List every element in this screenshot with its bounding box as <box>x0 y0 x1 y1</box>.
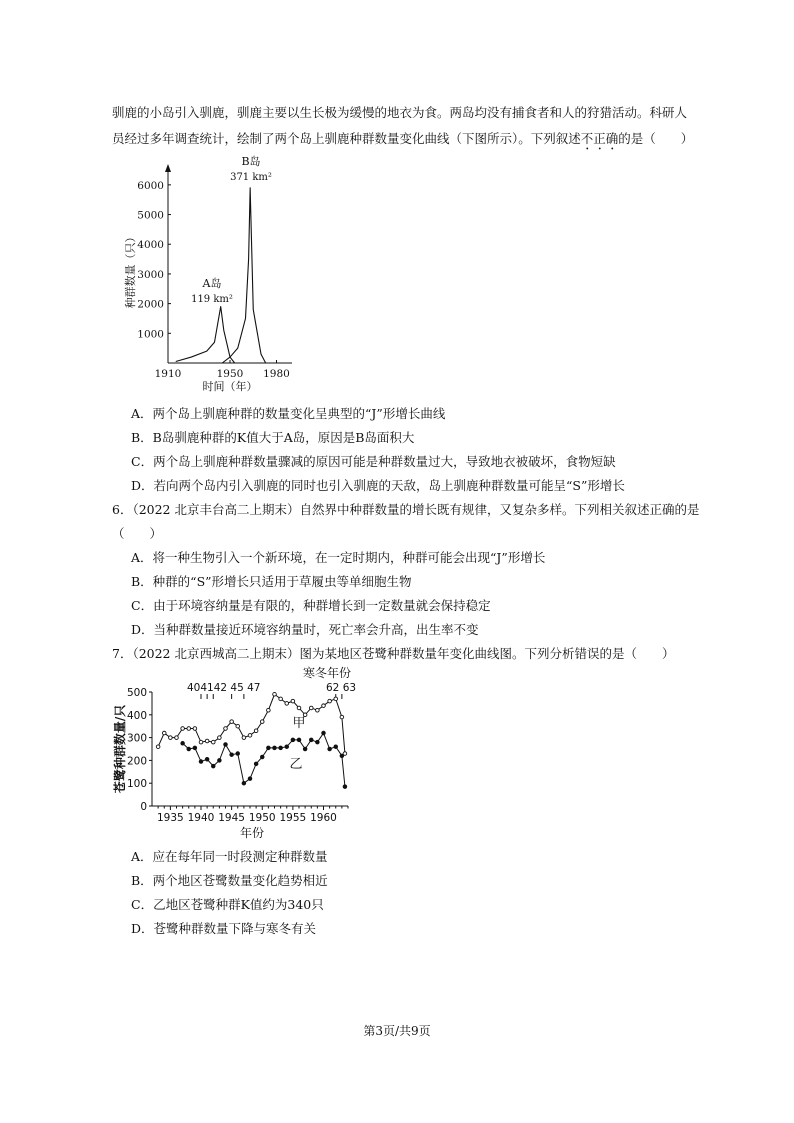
q6-option-a: A．将一种生物引入一个新环境，在一定时期内，种群可能会出现“J”形增长 <box>131 550 546 565</box>
intro-line-1: 驯鹿的小岛引入驯鹿，驯鹿主要以生长极为缓慢的地衣为食。两岛均没有捕食者和人的狩猎活动。科研人 <box>112 105 688 120</box>
chart2-series-a-point <box>205 739 209 743</box>
chart2-series-b-point <box>248 777 252 781</box>
chart2-series-b-point <box>224 743 228 747</box>
chart1-label-b-name: B岛 <box>241 155 261 168</box>
chart2-series-a-point <box>273 692 277 696</box>
chart1-y-axis-label: 种群数量（只） <box>124 231 137 309</box>
intro-line-2-b: 的是（ ） <box>618 131 694 146</box>
chart1-series-b-line <box>222 188 265 363</box>
chart2-x-tick-label: 1960 <box>310 812 337 824</box>
chart2-series-b-point <box>267 746 271 750</box>
intro-line-2-a: 员经过多年调查统计，绘制了两个岛上驯鹿种群数量变化曲线（下图所示）。下列叙述 <box>112 131 581 146</box>
q5-option-d: D．若向两个岛内引入驯鹿的同时也引入驯鹿的天敌，岛上驯鹿种群数量可能呈“S”形增长 <box>131 478 625 493</box>
chart2-series-a-point <box>279 697 283 701</box>
chart1-label-a-area: 119 km² <box>191 294 233 305</box>
chart2-y-tick-label: 400 <box>126 709 147 722</box>
q6-option-d: D．当种群数量接近环境容纳量时，死亡率会升高，出生率不变 <box>131 622 479 637</box>
chart2-series-b-point <box>322 731 326 735</box>
chart1-series-a-line <box>176 307 235 363</box>
chart1-x-tick-label: 1980 <box>263 368 290 380</box>
chart1-y-tick-label: 4000 <box>137 239 164 252</box>
chart1-x-tick-label: 1910 <box>154 368 182 380</box>
chart2-series-b-point <box>236 752 240 756</box>
chart1-y-tick-label: 5000 <box>137 209 164 222</box>
chart2-series-b-point <box>285 745 289 749</box>
chart2-series-a-point <box>230 720 234 724</box>
chart1-label-a-name: A岛 <box>202 277 222 290</box>
chart2-x-tick-label: 1950 <box>248 812 276 824</box>
chart2-cold-years-left: 404142 45 47 <box>187 682 261 694</box>
q5-option-a: A．两个岛上驯鹿种群的数量变化呈典型的“J”形增长曲线 <box>131 406 446 421</box>
heron-population-chart <box>112 664 362 844</box>
chart2-series-b-point <box>279 746 283 750</box>
chart2-x-tick-label: 1940 <box>187 812 215 824</box>
q5-option-b: B．B岛驯鹿种群的K值大于A岛，原因是B岛面积大 <box>131 430 415 445</box>
chart2-y-axis-label: 苍鹭种群数量/只 <box>113 704 127 794</box>
chart2-series-b-point <box>291 738 295 742</box>
chart2-series-a-point <box>254 729 258 733</box>
q7-option-d: D．苍鹭种群数量下降与寒冬有关 <box>131 921 317 936</box>
chart2-series-a-point <box>218 736 222 740</box>
chart2-series-a-point <box>169 736 173 740</box>
chart2-series-a-point <box>175 736 179 740</box>
chart2-series-b-point <box>343 785 347 789</box>
chart2-series-a-point <box>340 715 344 719</box>
chart2-series-a-point <box>162 731 166 735</box>
chart2-series-b-point <box>273 746 277 750</box>
chart1-x-tick-label: 1950 <box>216 368 244 380</box>
chart2-series-b-point <box>205 757 209 761</box>
chart2-series-a-point <box>242 736 246 740</box>
chart2-series-b-point <box>181 742 185 746</box>
q7-option-b: B．两个地区苍鹭数量变化趋势相近 <box>131 873 328 888</box>
q6-option-b: B．种群的“S”形增长只适用于草履虫等单细胞生物 <box>131 574 412 589</box>
chart2-series-b-point <box>334 745 338 749</box>
chart2-series-a-point <box>285 702 289 706</box>
chart2-series-a-point <box>236 724 240 728</box>
chart2-series-a-point <box>309 706 313 710</box>
chart1-x-axis-label: 时间（年） <box>202 380 258 393</box>
chart2-series-a-point <box>193 727 197 731</box>
intro-emphasis: 不正确 <box>580 131 619 146</box>
chart2-series-b-point <box>328 747 332 751</box>
chart2-series-a-point <box>224 727 228 731</box>
chart1-y-tick-label: 2000 <box>137 298 164 311</box>
page-footer: 第3页/共9页 <box>363 1024 431 1038</box>
q5-option-c: C．两个岛上驯鹿种群数量骤减的原因可能是种群数量过大，导致地衣被破坏，食物短缺 <box>131 454 616 469</box>
chart2-series-b-label: 乙 <box>289 757 303 772</box>
chart2-series-b-point <box>303 747 307 751</box>
chart2-x-tick-label: 1955 <box>279 812 307 824</box>
chart2-series-b-point <box>260 755 264 759</box>
chart2-series-a-line <box>158 694 345 753</box>
chart2-x-tick-label: 1935 <box>157 812 184 824</box>
chart2-series-a-point <box>328 699 332 703</box>
chart2-series-b-point <box>187 747 191 751</box>
chart2-y-tick-label: 100 <box>126 778 147 791</box>
q6-stem: 6．（2022 北京丰台高二上期末）自然界中种群数量的增长既有规律，又复杂多样。下列相关叙述正确的是 <box>112 502 700 517</box>
chart2-series-a-point <box>156 745 160 749</box>
chart2-series-b-point <box>193 746 197 750</box>
chart2-series-a-point <box>267 708 271 712</box>
chart2-series-b-point <box>199 760 203 764</box>
chart1-axes <box>165 164 292 363</box>
chart2-series-a-point <box>291 699 295 703</box>
chart2-y-tick-label: 300 <box>126 732 147 745</box>
chart1-y-tick-label: 6000 <box>137 179 164 192</box>
chart2-series-b-point <box>242 781 246 785</box>
chart2-series-a-point <box>260 720 264 724</box>
reindeer-population-chart <box>120 150 320 395</box>
chart2-y-tick-label: 0 <box>140 801 147 813</box>
chart2-x-axis-label: 年份 <box>239 826 265 840</box>
chart2-y-tick-label: 200 <box>126 755 147 768</box>
chart2-series-b-point <box>297 738 301 742</box>
q7-stem: 7．（2022 北京西城高二上期末）图为某地区苍鹭种群数量年变化曲线图。下列分析错误的是（ ） <box>112 646 675 661</box>
chart2-series-b-point <box>211 764 215 768</box>
chart2-series-a-point <box>322 704 326 708</box>
chart2-series-b-point <box>340 754 344 758</box>
q6-option-c: C．由于环境容纳量是有限的，种群增长到一定数量就会保持稳定 <box>131 598 491 613</box>
chart2-series-a-point <box>199 740 203 744</box>
chart2-series-b-point <box>254 762 258 766</box>
chart2-series-a-point <box>334 697 338 701</box>
chart2-series-b-point <box>218 759 222 763</box>
chart1-label-b-area: 371 km² <box>230 172 272 183</box>
chart2-y-tick-label: 500 <box>126 687 147 699</box>
chart2-series-b-point <box>316 740 320 744</box>
chart2-series-b-point <box>230 753 234 757</box>
chart2-series-a-point <box>181 727 185 731</box>
chart2-series-b-point <box>309 738 313 742</box>
chart2-cold-years-right: 62 63 <box>326 682 357 694</box>
q7-option-a: A．应在每年同一时段测定种群数量 <box>131 849 328 864</box>
chart2-series-a-point <box>297 706 301 710</box>
chart1-y-tick-label: 3000 <box>137 268 164 281</box>
chart2-annotation: 寒冬年份 <box>302 666 352 680</box>
q6-paren: （ ） <box>112 526 163 541</box>
chart2-x-tick-label: 1945 <box>218 812 245 824</box>
q7-option-c: C．乙地区苍鹭种群K值约为340只 <box>131 897 324 912</box>
chart2-series-a-point <box>187 727 191 731</box>
chart2-series-a-point <box>248 734 252 738</box>
chart2-series-a-point <box>211 740 215 744</box>
chart2-series-a-point <box>316 708 320 712</box>
chart1-y-tick-label: 1000 <box>137 328 164 341</box>
chart2-series-a-label: 甲 <box>292 716 306 731</box>
